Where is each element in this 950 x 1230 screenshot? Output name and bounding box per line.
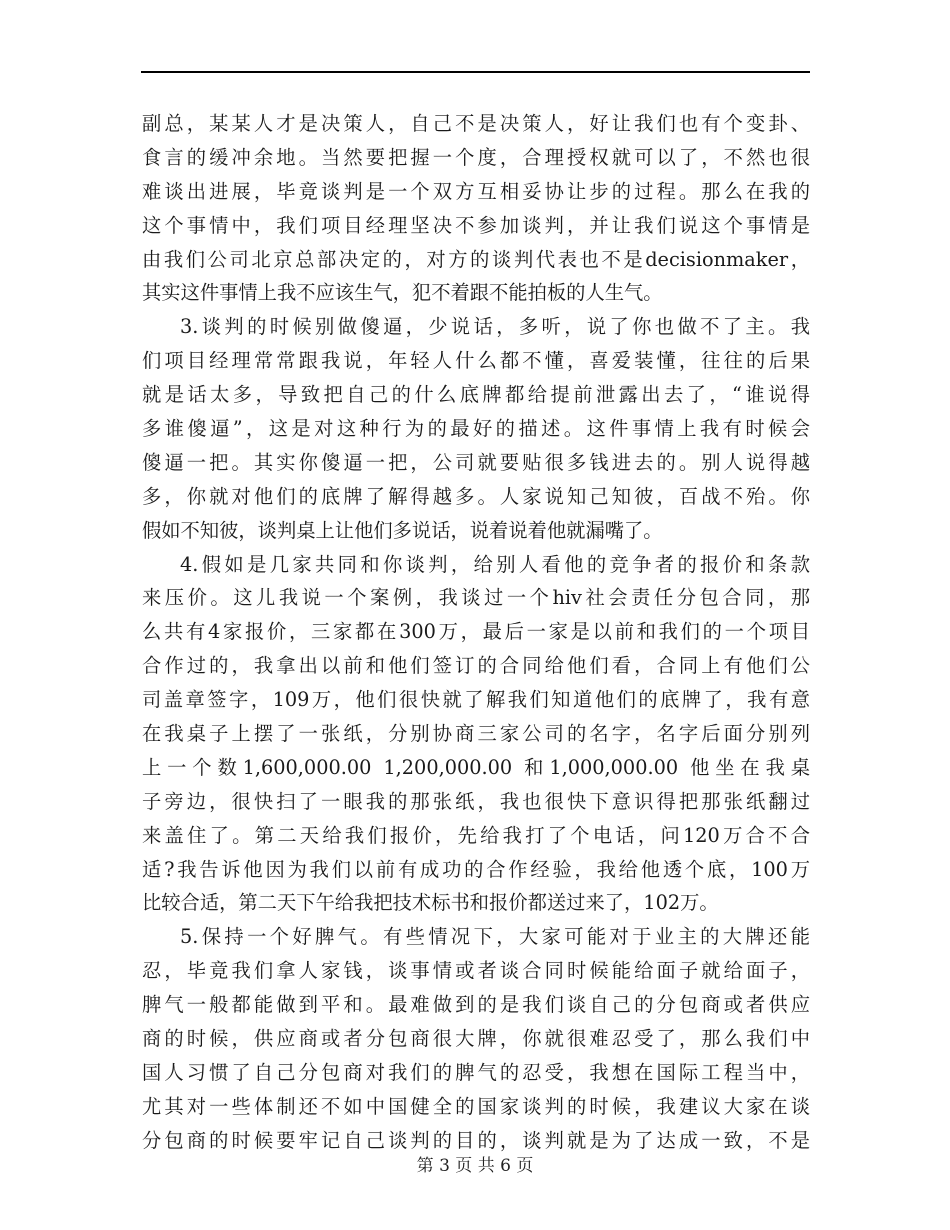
text-line: 分包商的时候要牢记自己谈判的目的，谈判就是为了达成一致，不是 <box>142 1128 810 1152</box>
text-line: 合作过的，我拿出以前和他们签订的合同给他们看，合同上有他们公 <box>142 654 810 678</box>
text-line: 来盖住了。第二天给我们报价，先给我打了个电话，问120万合不合 <box>142 823 810 847</box>
paragraph-5-start: 5.保持一个好脾气。有些情况下，大家可能对于业主的大牌还能 <box>180 925 810 949</box>
text-line: 来压价。这儿我说一个案例，我谈过一个hiv社会责任分包合同，那 <box>142 586 810 610</box>
text-line: 其实这件事情上我不应该生气，犯不着跟不能拍板的人生气。 <box>142 281 663 305</box>
text-line: 国人习惯了自己分包商对我们的脾气的忍受，我想在国际工程当中， <box>142 1060 810 1084</box>
text-line: 这个事情中，我们项目经理坚决不参加谈判，并让我们说这个事情是 <box>142 213 810 237</box>
header-rule <box>141 71 810 73</box>
text-line: 忍，毕竟我们拿人家钱，谈事情或者谈合同时候能给面子就给面子， <box>142 959 810 983</box>
text-line: 就是话太多，导致把自己的什么底牌都给提前泄露出去了，“谁说得 <box>142 383 810 407</box>
text-line: 适?我告诉他因为我们以前有成功的合作经验，我给他透个底，100万 <box>142 857 810 881</box>
text-line: 们项目经理常常跟我说，年轻人什么都不懂，喜爱装懂，往往的后果 <box>142 349 810 373</box>
text-line: 副总，某某人才是决策人，自己不是决策人，好让我们也有个变卦、 <box>142 112 810 135</box>
text-line: 多谁傻逼”，这是对这种行为的最好的描述。这件事情上我有时候会 <box>142 417 810 441</box>
page-footer: 第 3 页 共 6 页 <box>416 1156 534 1176</box>
text-line: 司盖章签字，109万，他们很快就了解我们知道他们的底牌了，我有意 <box>142 688 810 712</box>
text-line: 比较合适，第二天下午给我把技术标书和报价都送过来了，102万。 <box>142 891 719 915</box>
paragraph-4-start: 4.假如是几家共同和你谈判，给别人看他的竞争者的报价和条款 <box>180 552 810 576</box>
text-line: 上一个数1,600,000.00 1,200,000.00 和1,000,000.00 他坐在我桌 <box>142 755 810 779</box>
text-line: 难谈出进展，毕竟谈判是一个双方互相妥协让步的过程。那么在我的 <box>142 179 810 203</box>
text-line: 多，你就对他们的底牌了解得越多。人家说知己知彼，百战不殆。你 <box>142 484 810 508</box>
document-body <box>142 107 810 1158</box>
text-line: 在我桌子上摆了一张纸，分别协商三家公司的名字，名字后面分别列 <box>142 722 810 746</box>
text-line: 食言的缓冲余地。当然要把握一个度，合理授权就可以了，不然也很 <box>142 145 810 169</box>
paragraph-3-start: 3.谈判的时候别做傻逼，少说话，多听，说了你也做不了主。我 <box>180 315 810 339</box>
text-line: 子旁边，很快扫了一眼我的那张纸，我也很快下意识得把那张纸翻过 <box>142 789 810 813</box>
text-line: 商的时候，供应商或者分包商很大牌，你就很难忍受了，那么我们中 <box>142 1027 810 1051</box>
text-line: 尤其对一些体制还不如中国健全的国家谈判的时候，我建议大家在谈 <box>142 1094 810 1118</box>
text-line: 傻逼一把。其实你傻逼一把，公司就要贴很多钱进去的。别人说得越 <box>142 450 810 474</box>
text-line: 脾气一般都能做到平和。最难做到的是我们谈自己的分包商或者供应 <box>142 993 810 1017</box>
text-line: 由我们公司北京总部决定的，对方的谈判代表也不是decisionmaker， <box>142 247 810 271</box>
text-line: 假如不知彼，谈判桌上让他们多说话，说着说着他就漏嘴了。 <box>142 518 663 542</box>
text-line: 么共有4家报价，三家都在300万，最后一家是以前和我们的一个项目 <box>142 620 810 644</box>
